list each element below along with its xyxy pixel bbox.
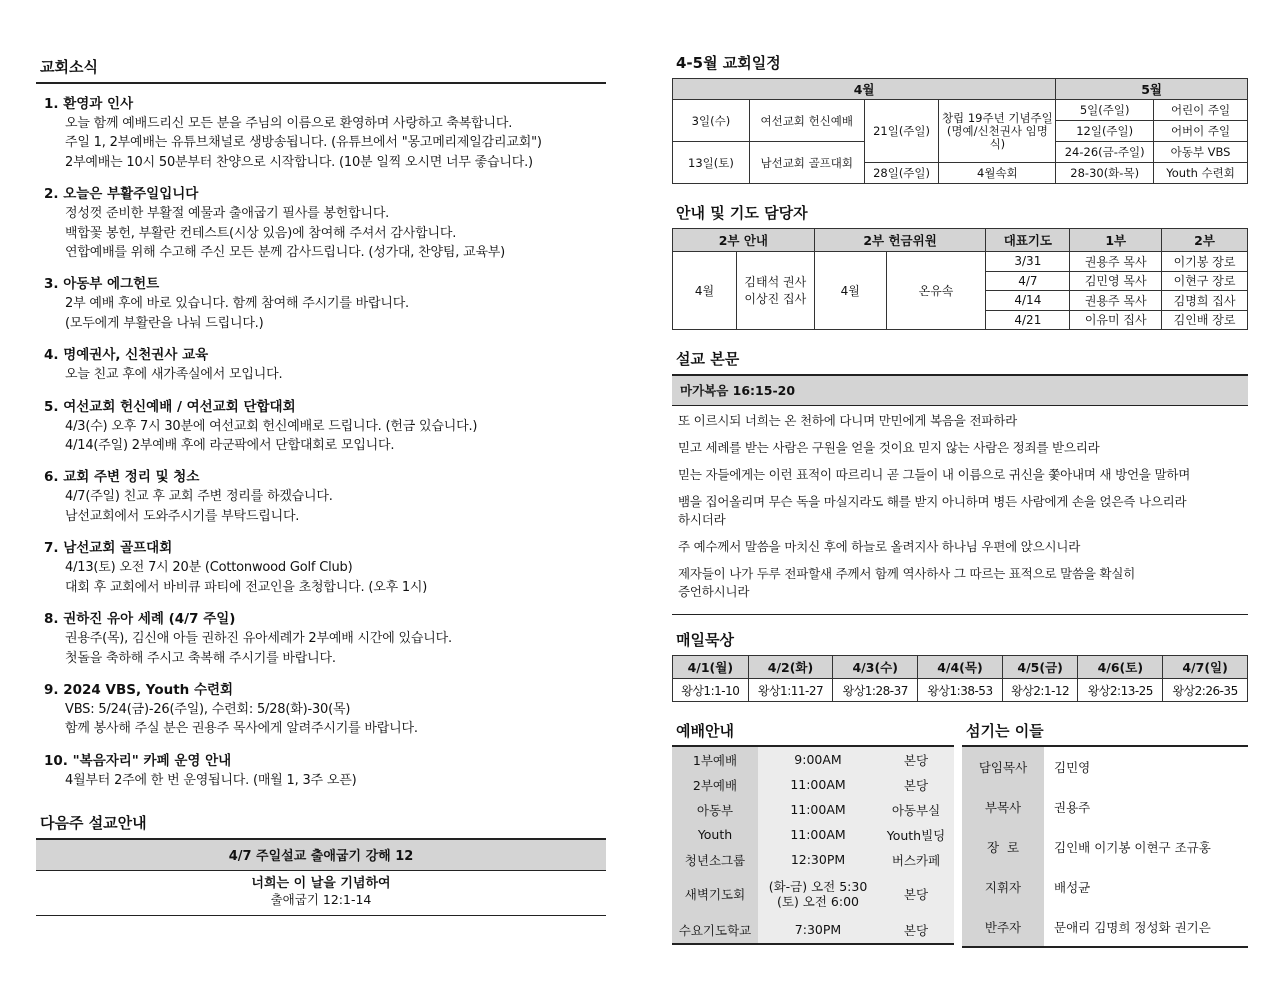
sermon-verse: 제자들이 나가 두루 전파할새 주께서 함께 역사하사 그 따르는 표적으로 말씀을 확실히 — [678, 566, 1136, 581]
worship-place: 버스카페 — [891, 852, 941, 868]
worship-title: 예배안내 — [672, 716, 954, 747]
guide-first: 권용주 목사 — [1070, 252, 1162, 272]
workers-role: 반주자 — [962, 907, 1044, 947]
workers-names: 김민영 — [1054, 760, 1091, 775]
schedule-date: 21일(주일) — [864, 100, 939, 163]
news-line: 연합예배를 위해 수고해 주신 모든 분께 감사드립니다. (성가대, 찬양팀, 교육부) — [65, 245, 506, 261]
news-heading: 2. 오늘은 부활주일입니다 — [44, 186, 199, 203]
daily-day: 4/2(화) — [748, 656, 833, 679]
next-sermon-box — [36, 838, 606, 916]
next-sermon-title: 다음주 설교안내 — [40, 814, 147, 833]
news-item — [44, 467, 606, 526]
next-sermon-name: 너희는 이 날을 기념하여 — [251, 876, 391, 892]
workers-role: 부목사 — [962, 787, 1044, 827]
news-heading: 10. "복음자리" 카페 운영 안내 — [44, 752, 232, 769]
next-sermon-reference: 출애굽기 12:1-14 — [270, 892, 372, 908]
worship-time: 9:00AM — [794, 752, 842, 767]
next-sermon-body — [36, 871, 606, 916]
worship-name: 아동부 — [672, 797, 758, 822]
news-line: (모두에게 부활란을 나눠 드립니다.) — [65, 315, 264, 331]
news-line: 정성껏 준비한 부활절 예물과 출애굽기 필사를 봉헌합니다. — [65, 206, 390, 222]
news-heading: 7. 남선교회 골프대회 — [44, 540, 173, 557]
worship-time: 11:00AM — [790, 802, 846, 817]
workers-role: 장 로 — [962, 827, 1044, 867]
workers-names: 배성균 — [1054, 880, 1091, 895]
schedule-event: 창립 19주년 기념주일 (명예/신천권사 임명식) — [939, 100, 1056, 163]
news-line: 첫돌을 축하해 주시고 축복해 주시기를 바랍니다. — [65, 650, 336, 666]
workers-role: 지휘자 — [962, 867, 1044, 907]
daily-reading: 왕상1:11-27 — [748, 679, 833, 702]
guide-offering: 온유속 — [886, 252, 986, 330]
schedule-may-date: 28-30(화-목) — [1056, 163, 1154, 184]
guide-second: 이기봉 장로 — [1162, 252, 1248, 272]
news-item — [44, 609, 606, 668]
worship-table — [672, 747, 954, 945]
worship-time: 11:00AM — [790, 827, 846, 842]
workers-names: 김인배 이기봉 이현구 조규홍 — [1054, 840, 1211, 855]
worship-name: 2부예배 — [672, 772, 758, 797]
news-line: 함께 봉사해 주실 분은 권용주 목사에게 알려주시기를 바랍니다. — [65, 721, 418, 737]
news-item — [44, 680, 606, 739]
worship-time: 12:30PM — [790, 852, 846, 867]
daily-table — [672, 655, 1248, 702]
workers-table — [962, 747, 1248, 948]
schedule-april-header: 4월 — [673, 79, 1056, 100]
worship-time: (화-금) 오전 5:30 (토) 오전 6:00 — [768, 879, 868, 909]
news-line: 2부예배는 10시 50분부터 찬양으로 시작합니다. (10분 일찍 오시면 너무 좋습니다.) — [65, 154, 533, 170]
worship-place: 본당 — [903, 887, 929, 902]
worship-time: 7:30PM — [794, 922, 842, 937]
bottom-row — [672, 716, 1248, 948]
guide-first: 이유미 집사 — [1070, 310, 1162, 330]
news-line: 4/13(토) 오전 7시 20분 (Cottonwood Golf Club) — [65, 560, 353, 576]
worship-place: Youth빌딩 — [886, 827, 946, 843]
guide-first: 권용주 목사 — [1070, 291, 1162, 311]
sermon-verse: 또 이르시되 너희는 온 천하에 다니며 만민에게 복음을 전파하라 — [678, 413, 1017, 428]
news-line: 남선교회에서 도와주시기를 부탁드립니다. — [65, 508, 300, 524]
daily-reading: 왕상2:26-35 — [1163, 679, 1248, 702]
daily-day: 4/3(수) — [833, 656, 918, 679]
worship-place: 아동부실 — [891, 802, 941, 818]
schedule-may-event: 어린이 주일 — [1154, 100, 1248, 121]
sermon-verse: 믿는 자들에게는 이런 표적이 따르리니 곧 그들이 내 이름으로 귀신을 쫓아내며 새 방언을 말하며 — [678, 467, 1191, 482]
news-item — [44, 184, 606, 262]
daily-day: 4/7(일) — [1163, 656, 1248, 679]
news-item — [44, 274, 606, 333]
workers-title: 섬기는 이들 — [962, 716, 1248, 747]
sermon-verse: 뱀을 집어올리며 무슨 독을 마실지라도 해를 받지 아니하며 병든 사람에게 손을 얹은즉 나으리라 — [678, 494, 1187, 509]
daily-title: 매일묵상 — [676, 631, 734, 649]
sermon-verse: 증언하시니라 — [678, 584, 750, 599]
workers-section — [962, 716, 1248, 948]
news-line: 4/3(수) 오후 7시 30분에 여선교회 헌신예배로 드립니다. (헌금 있습니다.) — [65, 418, 478, 434]
news-line: 권용주(목), 김신애 아들 권하진 유아세례가 2부예배 시간에 있습니다. — [65, 631, 452, 647]
news-item — [44, 538, 606, 597]
news-heading: 9. 2024 VBS, Youth 수련회 — [44, 681, 234, 698]
left-column — [36, 52, 606, 916]
guide-month: 4월 — [814, 252, 886, 330]
guide-header-prayer: 대표기도 — [986, 229, 1070, 252]
worship-name: 1부예배 — [672, 747, 758, 772]
guide-header-second: 2부 — [1162, 229, 1248, 252]
guide-second: 김인배 장로 — [1162, 310, 1248, 330]
worship-place: 본당 — [903, 752, 929, 768]
schedule-date: 28일(주일) — [864, 163, 939, 184]
daily-reading: 왕상2:13-25 — [1078, 679, 1163, 702]
guide-table — [672, 228, 1248, 330]
sermon-reference: 마가복음 16:15-20 — [672, 374, 1248, 406]
worship-place: 본당 — [903, 922, 929, 938]
sermon-body — [672, 406, 1248, 615]
schedule-date: 13일(토) — [673, 142, 750, 184]
worship-name: Youth — [672, 822, 758, 847]
daily-day: 4/6(토) — [1078, 656, 1163, 679]
news-item — [44, 397, 606, 456]
next-sermon-header: 4/7 주일설교 출애굽기 강해 12 — [36, 838, 606, 871]
news-heading: 5. 여선교회 헌신예배 / 여선교회 단합대회 — [44, 398, 296, 415]
news-item — [44, 345, 606, 384]
news-heading: 8. 권하진 유아 세례 (4/7 주일) — [44, 611, 236, 628]
right-column — [672, 48, 1248, 948]
guide-second: 김명희 집사 — [1162, 291, 1248, 311]
news-line: 4월부터 2주에 한 번 운영됩니다. (매월 1, 3주 오픈) — [65, 772, 357, 788]
workers-names: 권용주 — [1054, 800, 1091, 815]
schedule-event: 여선교회 헌신예배 — [749, 100, 864, 142]
news-line: 4/7(주일) 친교 후 교회 주변 정리를 하겠습니다. — [65, 489, 333, 505]
news-title: 교회소식 — [36, 52, 606, 84]
daily-day: 4/1(월) — [673, 656, 749, 679]
news-line: 주일 1, 2부예배는 유튜브채널로 생방송됩니다. (유튜브에서 "몽고메리제일감리교회") — [65, 135, 542, 151]
daily-reading: 왕상2:1-12 — [1002, 679, 1078, 702]
workers-names: 문애리 김명희 정성화 권기은 — [1054, 919, 1211, 935]
schedule-may-date: 5일(주일) — [1056, 100, 1154, 121]
schedule-may-event: 어버이 주일 — [1154, 121, 1248, 142]
daily-reading: 왕상1:1-10 — [673, 679, 749, 702]
schedule-may-event: Youth 수련회 — [1154, 163, 1248, 184]
workers-role: 담임목사 — [962, 747, 1044, 787]
guide-date: 4/14 — [986, 291, 1070, 311]
news-heading: 6. 교회 주변 정리 및 청소 — [44, 469, 200, 486]
guide-month: 4월 — [673, 252, 737, 330]
schedule-may-event: 아동부 VBS — [1154, 142, 1248, 163]
sermon-verse: 주 예수께서 말씀을 마치신 후에 하늘로 올려지사 하나님 우편에 앉으시니라 — [678, 539, 1081, 554]
schedule-may-date: 24-26(금-주일) — [1056, 142, 1154, 163]
worship-time: 11:00AM — [790, 777, 846, 792]
schedule-may-date: 12일(주일) — [1056, 121, 1154, 142]
sermon-verse: 믿고 세례를 받는 사람은 구원을 얻을 것이요 믿지 않는 사람은 정죄를 받으리라 — [678, 440, 1100, 455]
guide-second: 이현구 장로 — [1162, 271, 1248, 291]
guide-header-ushers: 2부 안내 — [673, 229, 815, 252]
guide-ushers: 김태석 권사 이상진 집사 — [736, 252, 814, 330]
guide-first: 김민영 목사 — [1070, 271, 1162, 291]
daily-reading: 왕상1:28-37 — [833, 679, 918, 702]
schedule-title: 4-5월 교회일정 — [676, 54, 781, 72]
news-heading: 1. 환영과 인사 — [44, 96, 134, 112]
news-line: VBS: 5/24(금)-26(주일), 수련회: 5/28(화)-30(목) — [65, 701, 351, 717]
news-line: 2부 예배 후에 바로 있습니다. 함께 참여해 주시기를 바랍니다. — [65, 296, 409, 312]
guide-header-offering: 2부 헌금위원 — [814, 229, 986, 252]
daily-reading: 왕상1:38-53 — [918, 679, 1003, 702]
worship-name: 수요기도학교 — [672, 916, 758, 944]
worship-place: 본당 — [903, 777, 929, 793]
news-line: 오늘 친교 후에 새가족실에서 모입니다. — [65, 367, 283, 383]
news-line: 대회 후 교회에서 바비큐 파티에 전교인을 초청합니다. (오후 1시) — [65, 579, 428, 595]
guide-date: 3/31 — [986, 252, 1070, 272]
news-line: 오늘 함께 예배드리신 모든 분을 주님의 이름으로 환영하며 사랑하고 축복합니다. — [65, 116, 513, 131]
sermon-verse: 하시더라 — [678, 512, 726, 527]
guide-header-first: 1부 — [1070, 229, 1162, 252]
schedule-event: 4월속회 — [939, 163, 1056, 184]
worship-name: 청년소그룹 — [672, 847, 758, 872]
schedule-may-header: 5월 — [1056, 79, 1248, 100]
news-line: 4/14(주일) 2부예배 후에 라군팍에서 단합대회로 모입니다. — [65, 438, 395, 454]
news-line: 백합꽃 봉헌, 부활란 컨테스트(시상 있음)에 참여해 주셔서 감사합니다. — [65, 225, 457, 241]
schedule-event: 남선교회 골프대회 — [749, 142, 864, 184]
news-item — [44, 94, 606, 172]
news-list — [36, 94, 606, 790]
guide-date: 4/21 — [986, 310, 1070, 330]
worship-section — [672, 716, 954, 948]
guide-title: 안내 및 기도 담당자 — [676, 204, 808, 222]
news-heading: 4. 명예권사, 신천권사 교육 — [44, 347, 209, 364]
worship-name: 새벽기도회 — [672, 872, 758, 916]
daily-day: 4/4(목) — [918, 656, 1003, 679]
news-item — [44, 751, 606, 790]
schedule-table — [672, 78, 1248, 184]
guide-date: 4/7 — [986, 271, 1070, 291]
sermon-title: 설교 본문 — [676, 350, 740, 368]
schedule-date: 3일(수) — [673, 100, 750, 142]
news-heading: 3. 아동부 에그헌트 — [44, 276, 160, 293]
daily-day: 4/5(금) — [1002, 656, 1078, 679]
